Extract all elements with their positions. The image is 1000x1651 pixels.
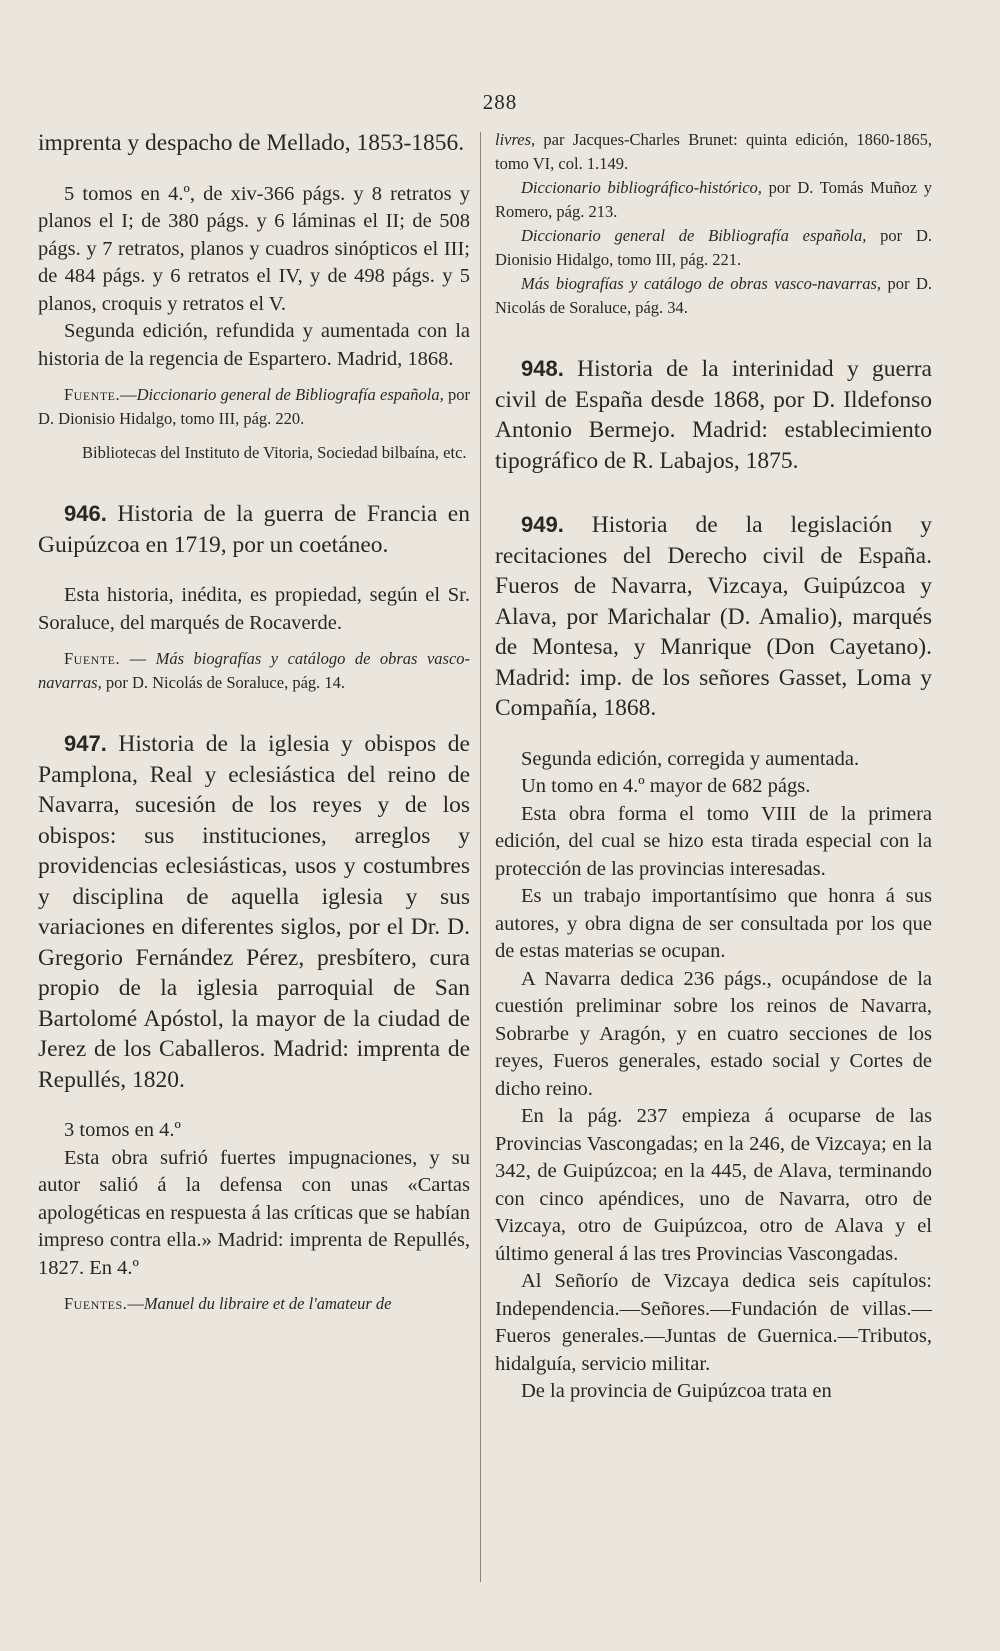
entry-number: 949. <box>521 512 564 537</box>
entry-949-paragraph: Esta obra forma el tomo VIII de la primera edición, del cual se hizo esta tirada especial con la protección de las provincias interesadas. <box>495 802 932 880</box>
source-details: por D. Dionisio Hidalgo, tomo III, pág. 220. <box>38 385 471 428</box>
entry-947-volumes: 3 tomos en 4.º <box>64 1119 181 1141</box>
source-title: livres, <box>495 130 536 149</box>
left-column <box>38 128 470 1316</box>
entry-947-reference <box>495 176 932 224</box>
entry-945-imprint: imprenta y despacho de Mellado, 1853-1856. <box>38 130 465 156</box>
entry-945-second-edition: Segunda edición, refundida y aumentada con la historia de la regencia de Espartero. Madrid, 1868. <box>38 320 470 370</box>
entry-949-paragraph: Es un trabajo importantísimo que honra á sus autores, y obra digna de ser consultada por los que de estas materias se ocupan. <box>495 885 932 962</box>
entry-947-reference <box>495 272 932 320</box>
source-details: por D. Tomás Muñoz y Romero, pág. 213. <box>495 178 932 221</box>
entry-949-edition: Segunda edición, corregida y aumentada. <box>521 747 860 770</box>
entry-947-source-continued <box>495 128 932 176</box>
source-dash: — <box>120 385 137 404</box>
source-details: por D. Dionisio Hidalgo, tomo III, pág. 221. <box>495 226 932 269</box>
entry-number: 946. <box>64 501 107 526</box>
entry-947-note: Esta obra sufrió fuertes impugnaciones, y su autor salió á la defensa con unas «Cartas apologéticas en respuesta á las críticas que se habían impreso contra ella.» Madrid: imprenta de Repullés, 1827. En 4.º <box>38 1146 470 1279</box>
entry-949-paragraph: De la provincia de Guipúzcoa trata en <box>521 1380 832 1402</box>
entry-number: 947. <box>64 731 107 756</box>
entry-948-heading <box>495 354 932 476</box>
source-dash: — <box>127 1294 144 1313</box>
entry-946-note: Esta historia, inédita, es propiedad, según el Sr. Soraluce, del marqués de Rocaverde. <box>38 584 470 634</box>
source-title: Diccionario general de Bibliografía española, <box>136 385 444 404</box>
entry-949-volume: Un tomo en 4.º mayor de 682 págs. <box>521 775 811 797</box>
source-details: par Jacques-Charles Brunet: quinta edición, 1860-1865, tomo VI, col. 1.149. <box>495 130 932 173</box>
entry-949-paragraph: Al Señorío de Vizcaya dedica seis capítulos: Independencia.—Señores.—Fundación de villas.—Fueros generales.—Juntas de Guernica.—Tributos, hidalguía, servicio militar. <box>495 1270 932 1375</box>
source-title: Más biografías y catálogo de obras vasco-navarras, <box>38 649 471 692</box>
entry-947-heading <box>38 729 470 1095</box>
entry-number: 948. <box>521 356 564 381</box>
entry-947-reference <box>495 224 932 272</box>
entry-949-paragraph: En la pág. 237 empieza á ocuparse de las Provincias Vascongadas; en la 246, de Vizcaya; en la 342, de Guipúzcoa; en la 445, de Alava, terminando con cinco apéndices, uno de Navarra, otro de Vizcaya, otro de Guipúzcoa, otro de Alava y el último general á las tres Provincias Vascongadas. <box>495 1105 932 1265</box>
entry-946-source <box>38 647 470 695</box>
source-title: Más biografías y catálogo de obras vasco-navarras, <box>521 274 882 293</box>
source-details: por D. Nicolás de Soraluce, pág. 34. <box>495 274 932 317</box>
entry-945-source <box>38 383 470 431</box>
source-label: Fuente. <box>64 649 121 668</box>
entry-949-heading <box>495 510 932 724</box>
source-title: Manuel du libraire et de l'amateur de <box>143 1294 392 1313</box>
source-dash: — <box>120 649 147 668</box>
entry-947-source <box>38 1292 470 1316</box>
entry-title: Historia de la iglesia y obispos de Pamplona, Real y eclesiástica del reino de Navarra, sucesión de los reyes y de los obispos: sus instituciones, arreglos y providencias eclesiásticas, usos y costumbres y disciplina de aquella iglesia y sus variaciones en diferentes siglos, por el Dr. D. Gregorio Fernández Pérez, presbítero, cura propio de la iglesia parroquial de San Bartolomé Apóstol, la mayor de la ciudad de Jerez de los Caballeros. Madrid: imprenta de Repullés, 1820. <box>38 731 470 1093</box>
source-label: Fuente. <box>64 385 121 404</box>
entry-title: Historia de la legislación y recitaciones del Derecho civil de España. Fueros de Navarra, Vizcaya, Guipúzcoa y Alava, por Marichalar (D. Amalio), marqués de Montesa, y Manrique (Don Cayetano). Madrid: imp. de los señores Gasset, Loma y Compañía, 1868. <box>495 512 932 721</box>
entry-946-heading <box>38 499 470 560</box>
entry-title: Historia de la interinidad y guerra civil de España desde 1868, por D. Ildefonso Antonio Bermejo. Madrid: establecimiento tipográfico de R. Labajos, 1875. <box>495 356 932 474</box>
source-title: Diccionario bibliográfico-histórico, <box>521 178 762 197</box>
column-divider <box>480 132 481 1582</box>
source-details: por D. Nicolás de Soraluce, pág. 14. <box>101 673 346 692</box>
entry-949-paragraph: A Navarra dedica 236 págs., ocupándose de la cuestión preliminar sobre los reinos de Navarra, Sobrarbe y Aragón, y en cuatro secciones de los reyes, Fueros generales, estado social y Cortes de dicho reino. <box>495 967 932 1100</box>
entry-title: Historia de la guerra de Francia en Guipúzcoa en 1719, por un coetáneo. <box>38 501 470 558</box>
entry-945-volumes: 5 tomos en 4.º, de xiv-366 págs. y 8 retratos y planos el I; de 380 págs. y 6 láminas el II; de 508 págs. y 7 retratos, planos y cuadros sinópticos el III; de 484 págs. y 6 retratos el IV, y de 498 págs. y 5 planos, croquis y retratos el V. <box>38 182 470 315</box>
source-label: Fuentes. <box>64 1294 128 1313</box>
right-column <box>495 128 932 1406</box>
entry-945-libraries: Bibliotecas del Instituto de Vitoria, Sociedad bilbaína, etc. <box>82 443 467 462</box>
source-title: Diccionario general de Bibliografía española, <box>521 226 867 245</box>
page-number: 288 <box>482 90 518 114</box>
